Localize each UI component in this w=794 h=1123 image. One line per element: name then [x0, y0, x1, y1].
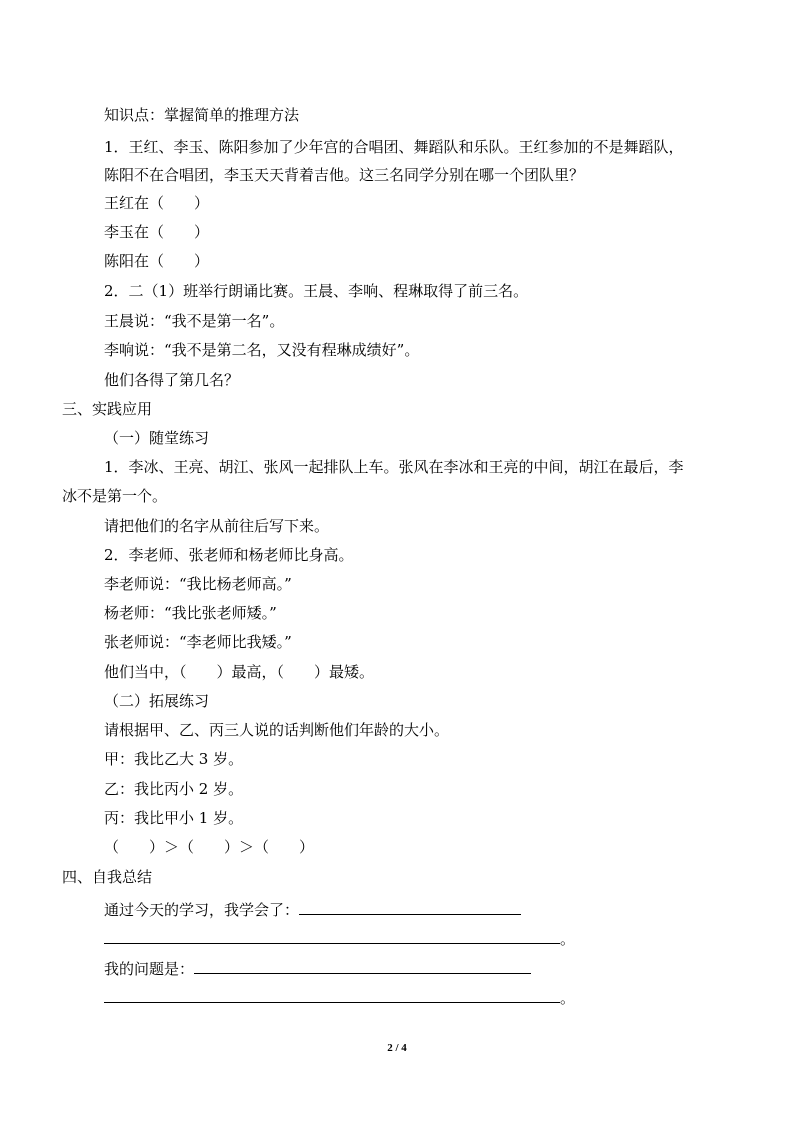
page-number: 2 / 4 [387, 1042, 407, 1054]
section3-heading: 三、实践应用 [62, 400, 153, 418]
q1-answer-chenyang: 陈阳在（ ） [104, 252, 210, 270]
q2-line3: 李响说：“我不是第二名，又没有程琳成绩好”。 [104, 341, 420, 359]
q2-line1: 2．二（1）班举行朗诵比赛。王晨、李响、程琳取得了前三名。 [104, 282, 529, 300]
questions-label: 我的问题是： [104, 960, 195, 978]
q1-answer-liyu: 李玉在（ ） [104, 223, 210, 241]
practice2-line1: 2．李老师、张老师和杨老师比身高。 [104, 546, 354, 564]
section4-heading: 四、自我总结 [62, 868, 153, 886]
questions-period: 。 [560, 989, 576, 1007]
knowledge-point: 知识点：掌握简单的推理方法 [104, 106, 300, 124]
learned-label: 通过今天的学习，我学会了： [104, 901, 300, 919]
questions-blank-2[interactable] [104, 989, 560, 1003]
q1-answer-wanghong: 王红在（ ） [104, 194, 210, 212]
questions-row-2 [104, 988, 575, 1008]
practice2-line3: 杨老师：“我比张老师矮。” [104, 604, 277, 622]
q2-line2: 王晨说：“我不是第一名”。 [104, 312, 285, 330]
learned-blank-1[interactable] [299, 901, 521, 915]
questions-row [104, 959, 531, 979]
extension-line2: 甲：我比乙大 3 岁。 [104, 750, 244, 768]
learned-blank-2[interactable] [104, 930, 560, 944]
practice1-line1: 1．李冰、王亮、胡江、张风一起排队上车。张风在李冰和王亮的中间，胡江在最后，李 [104, 458, 684, 476]
section3-sub1: （一）随堂练习 [104, 429, 210, 447]
extension-line3: 乙：我比丙小 2 岁。 [104, 780, 244, 798]
practice1-line2: 冰不是第一个。 [62, 487, 168, 505]
extension-line1: 请根据甲、乙、丙三人说的话判断他们年龄的大小。 [104, 721, 450, 739]
extension-line5: （ ）＞（ ）＞（ ） [104, 838, 315, 856]
extension-line4: 丙：我比甲小 1 岁。 [104, 809, 244, 827]
section3-sub2: （二）拓展练习 [104, 692, 210, 710]
practice2-line5: 他们当中，（ ）最高，（ ）最矮。 [104, 663, 375, 681]
practice1-line3: 请把他们的名字从前往后写下来。 [104, 517, 330, 535]
learned-period: 。 [560, 930, 576, 948]
questions-blank-1[interactable] [194, 960, 531, 974]
practice2-line4: 张老师说：“李老师比我矮。” [104, 633, 292, 651]
q1-line2: 陈阳不在合唱团，李玉天天背着吉他。这三名同学分别在哪一个团队里？ [104, 166, 585, 184]
practice2-line2: 李老师说：“我比杨老师高。” [104, 575, 292, 593]
q1-line1: 1．王红、李玉、陈阳参加了少年宫的合唱团、舞蹈队和乐队。王红参加的不是舞蹈队， [104, 138, 684, 156]
q2-line4: 他们各得了第几名？ [104, 371, 240, 389]
learned-row-2 [104, 929, 575, 949]
learned-row [104, 900, 521, 920]
